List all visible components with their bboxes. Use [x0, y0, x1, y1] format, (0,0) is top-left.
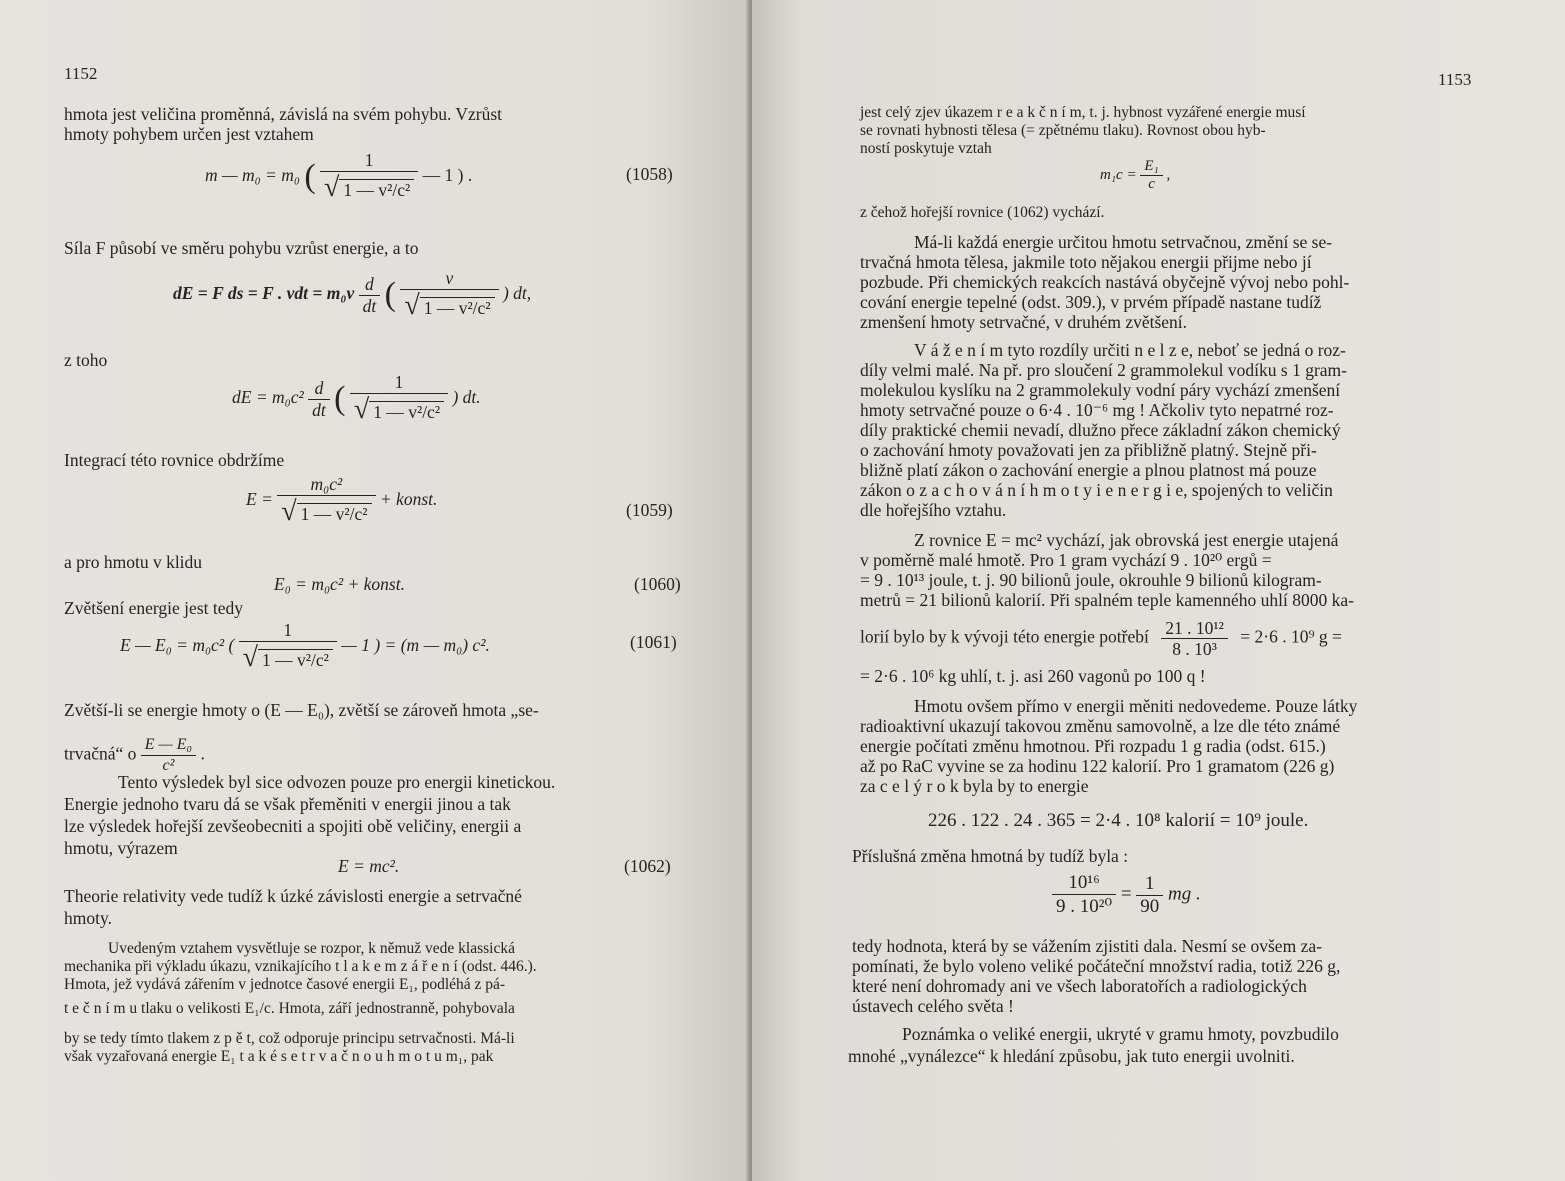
text-line: až po RaC vyvine se za hodinu 122 kalorií. Pro 1 gramatom (226 g)	[860, 756, 1335, 776]
text-line: hmotu, výrazem	[64, 838, 178, 858]
text-line: hmoty.	[64, 908, 112, 928]
text-line: metrů = 21 bilionů kalorií. Při spalném teple kamenného uhlí 8000 ka-	[860, 590, 1354, 610]
text-line: molekulou kyslíku na 2 grammolekuly vodní páry vychází zmenšení	[860, 380, 1341, 400]
small-text-line: t e č n í m u tlaku o velikosti E₁/c. Hmota, září jednostranně, pohybovala	[64, 1000, 515, 1017]
text-line: radioaktivní ukazují takovou změnu samovolně, a lze dle této známé	[860, 716, 1341, 736]
equation-1061: E — E₀ = m₀c² ( $\frac{1}{\text{√ 1 — v²/c²}}$ — 1 ) = (m — m₀) c².	[120, 620, 490, 673]
text-line: bližně platí zákon o zachování energie a plnou platnost má pouze	[860, 460, 1317, 480]
text-line: Hmotu ovšem přímo v energii měniti nedovedeme. Pouze látky	[914, 696, 1358, 716]
text-line: hmoty setrvačné pouze o 6·4 . 10⁻⁶ mg ! Ačkoliv tyto nepatrné roz-	[860, 400, 1334, 420]
text-line: zmenšení hmoty setrvačné, v druhém zvětšení.	[860, 312, 1188, 332]
text-line: Zvětší-li se energie hmoty o (E — E₀), zvětší se zároveň hmota „se-	[64, 700, 539, 720]
text-line: díly velmi malé. Na př. pro sloučení 2 grammolekul vodíku s 1 gram-	[860, 360, 1347, 380]
equation-number: (1058)	[626, 164, 673, 184]
text-line: pomínati, že bylo voleno veliké počáteční množství radia, totiž 226 g,	[852, 956, 1341, 976]
small-text-line: Uvedeným vztahem vysvětluje se rozpor, k němuž vede klassická	[108, 940, 515, 957]
text-line: Energie jednoho tvaru dá se však přeměniti v energii jinou a tak	[64, 794, 511, 814]
left-page	[0, 0, 752, 1181]
equation-energy: 226 . 122 . 24 . 365 = 2·4 . 10⁸ kalorií = 10⁹ joule.	[928, 810, 1309, 831]
text-line: a pro hmotu v klidu	[64, 552, 203, 572]
text-line: Integrací této rovnice obdržíme	[64, 450, 285, 470]
small-text-line: ností poskytuje vztah	[860, 140, 992, 157]
text-line: v poměrně malé hmotě. Pro 1 gram vychází 9 . 10²⁰ ergů =	[860, 550, 1272, 570]
fraction: $\frac{1}{\text{√ 1 — v²/c²}}$	[320, 150, 418, 204]
text-line: Poznámka o veliké energii, ukryté v gramu hmoty, povzbudilo	[902, 1024, 1339, 1044]
text-line: hmota jest veličina proměnná, závislá na svém pohybu. Vzrůst	[64, 104, 503, 124]
text-line: Theorie relativity vede tudíž k úzké závislosti energie a setrvačné	[64, 886, 522, 906]
equation-number: (1061)	[630, 632, 677, 652]
text-line: Příslušná změna hmotná by tudíž byla :	[852, 846, 1129, 866]
text-line: pozbude. Při chemických reakcích nastává obyčejně vývoj nebo pohl-	[860, 272, 1350, 292]
text-line: díly praktické chemii nevadí, dlužno přece základní zákon chemický	[860, 420, 1341, 440]
equation-dE2: dE = m₀c² $\frac{d}{dt}$ ( $\frac{1}{\text{√ 1 — v²/c²}}$ ) dt.	[232, 372, 481, 425]
equation-1058: m — m₀ = m₀ ( $\frac{1}{\text{√ 1 — v²/c²}}$ — 1 ) .	[205, 150, 473, 203]
page-number: 1153	[1438, 70, 1472, 89]
equation-1059: E = $\frac{\text{m₀c²}}{\text{√ 1 — v²/c²}}$ + konst.	[246, 474, 438, 527]
equation-dE: dE = F ds = F . vdt = m₀v $\frac{d}{dt}$ ( $\frac{v}{\text{√ 1 — v²/c²}}$ ) dt,	[173, 268, 532, 321]
text-line: zákon o z a c h o v á n í h m o t y i e n e r g i e, spojených to veličin	[860, 480, 1333, 500]
text-line: energie počítati změnu hmotnou. Při rozpadu 1 g radia (odst. 615.)	[860, 736, 1326, 756]
equation-number: (1060)	[634, 574, 681, 594]
text-line: trvačná“ o $\frac{\text{E — E₀}}{\text{c²}}$ .	[64, 736, 205, 774]
text-line: = 2·6 . 10⁶ kg uhlí, t. j. asi 260 vagonů po 100 q !	[860, 666, 1206, 686]
text-line: Tento výsledek byl sice odvozen pouze pro energii kinetickou.	[118, 772, 556, 792]
equation-1060: E₀ = m₀c² + konst.	[274, 574, 405, 594]
equation-number: (1062)	[624, 856, 671, 876]
small-text-line: z čehož hořejší rovnice (1062) vychází.	[860, 204, 1105, 221]
text-line: V á ž e n í m tyto rozdíly určiti n e l z e, neboť se jedná o roz-	[914, 340, 1346, 360]
text-line: Síla F působí ve směru pohybu vzrůst energie, a to	[64, 238, 419, 258]
text-line: mnohé „vynálezce“ k hledání způsobu, jak tuto energii uvolniti.	[848, 1046, 1295, 1066]
text-line: za c e l ý r o k byla by to energie	[860, 776, 1089, 796]
small-text-line: se rovnati hybnosti tělesa (= zpětnému tlaku). Rovnost obou hyb-	[860, 122, 1266, 139]
text-line: Má-li každá energie určitou hmotu setrvačnou, změní se se-	[914, 232, 1333, 252]
text-line: lze výsledek hořejší zevšeobecniti a spojiti obě veličiny, energii a	[64, 816, 522, 836]
text-line: o zachování hmoty považovati jen za přibližně platný. Stejně při-	[860, 440, 1317, 460]
text-line: lorií bylo by k vývoji této energie potřebí $\frac{\text{21 . 10¹²}}{\text{8 . 10³}}$ = 2·6 . 10⁹ g =	[860, 618, 1342, 659]
text-line: Z rovnice E = mc² vychází, jak obrovská jest energie utajená	[914, 530, 1339, 550]
text-line: Zvětšení energie jest tedy	[64, 598, 243, 618]
small-text-line: Hmota, jež vydává zářením v jednotce časové energii E₁, podléhá z pá-	[64, 976, 506, 993]
text-line: hmoty pohybem určen jest vztahem	[64, 124, 314, 144]
text-line: dle hořejšího vztahu.	[860, 500, 1007, 520]
text-line: které není dohromady ani ve všech laboratořích a radiologických	[852, 976, 1307, 996]
text-line: z toho	[64, 350, 108, 370]
small-text-line: však vyzařovaná energie E₁ t a k é s e t r v a č n o u h m o t u m₁, pak	[64, 1048, 494, 1065]
text-line: cování energie tepelné (odst. 309.), v prvém případě nastane tudíž	[860, 292, 1322, 312]
equation-number: (1059)	[626, 500, 673, 520]
small-text-line: by se tedy tímto tlakem z p ě t, což odporuje principu setrvačnosti. Má-li	[64, 1030, 515, 1047]
equation-1062: E = mc².	[338, 856, 400, 876]
right-page	[752, 0, 1565, 1181]
text-line: = 9 . 10¹³ joule, t. j. 90 bilionů joule, okrouhle 9 bilionů kilogram-	[860, 570, 1322, 590]
page-number: 1152	[64, 64, 98, 83]
text-line: tedy hodnota, která by se vážením zjistiti dala. Nesmí se ovšem za-	[852, 936, 1322, 956]
small-text-line: mechanika při výkladu úkazu, vznikajícího t l a k e m z á ř e n í (odst. 446.).	[64, 958, 537, 975]
equation-m1c: m₁c = $\frac{\text{E₁}}{c}$ ,	[1100, 158, 1171, 192]
text-line: trvačná hmota tělesa, jakmile toto nějakou energii přijme nebo jí	[860, 252, 1312, 272]
text-line: ústavech celého světa !	[852, 996, 1014, 1016]
small-text-line: jest celý zjev úkazem r e a k č n í m, t. j. hybnost vyzářené energie musí	[860, 104, 1306, 121]
equation-mass: $\frac{\text{10¹⁶}}{\text{9 . 10²⁰}}$ = $\frac{1}{90}$ mg .	[1052, 872, 1201, 918]
